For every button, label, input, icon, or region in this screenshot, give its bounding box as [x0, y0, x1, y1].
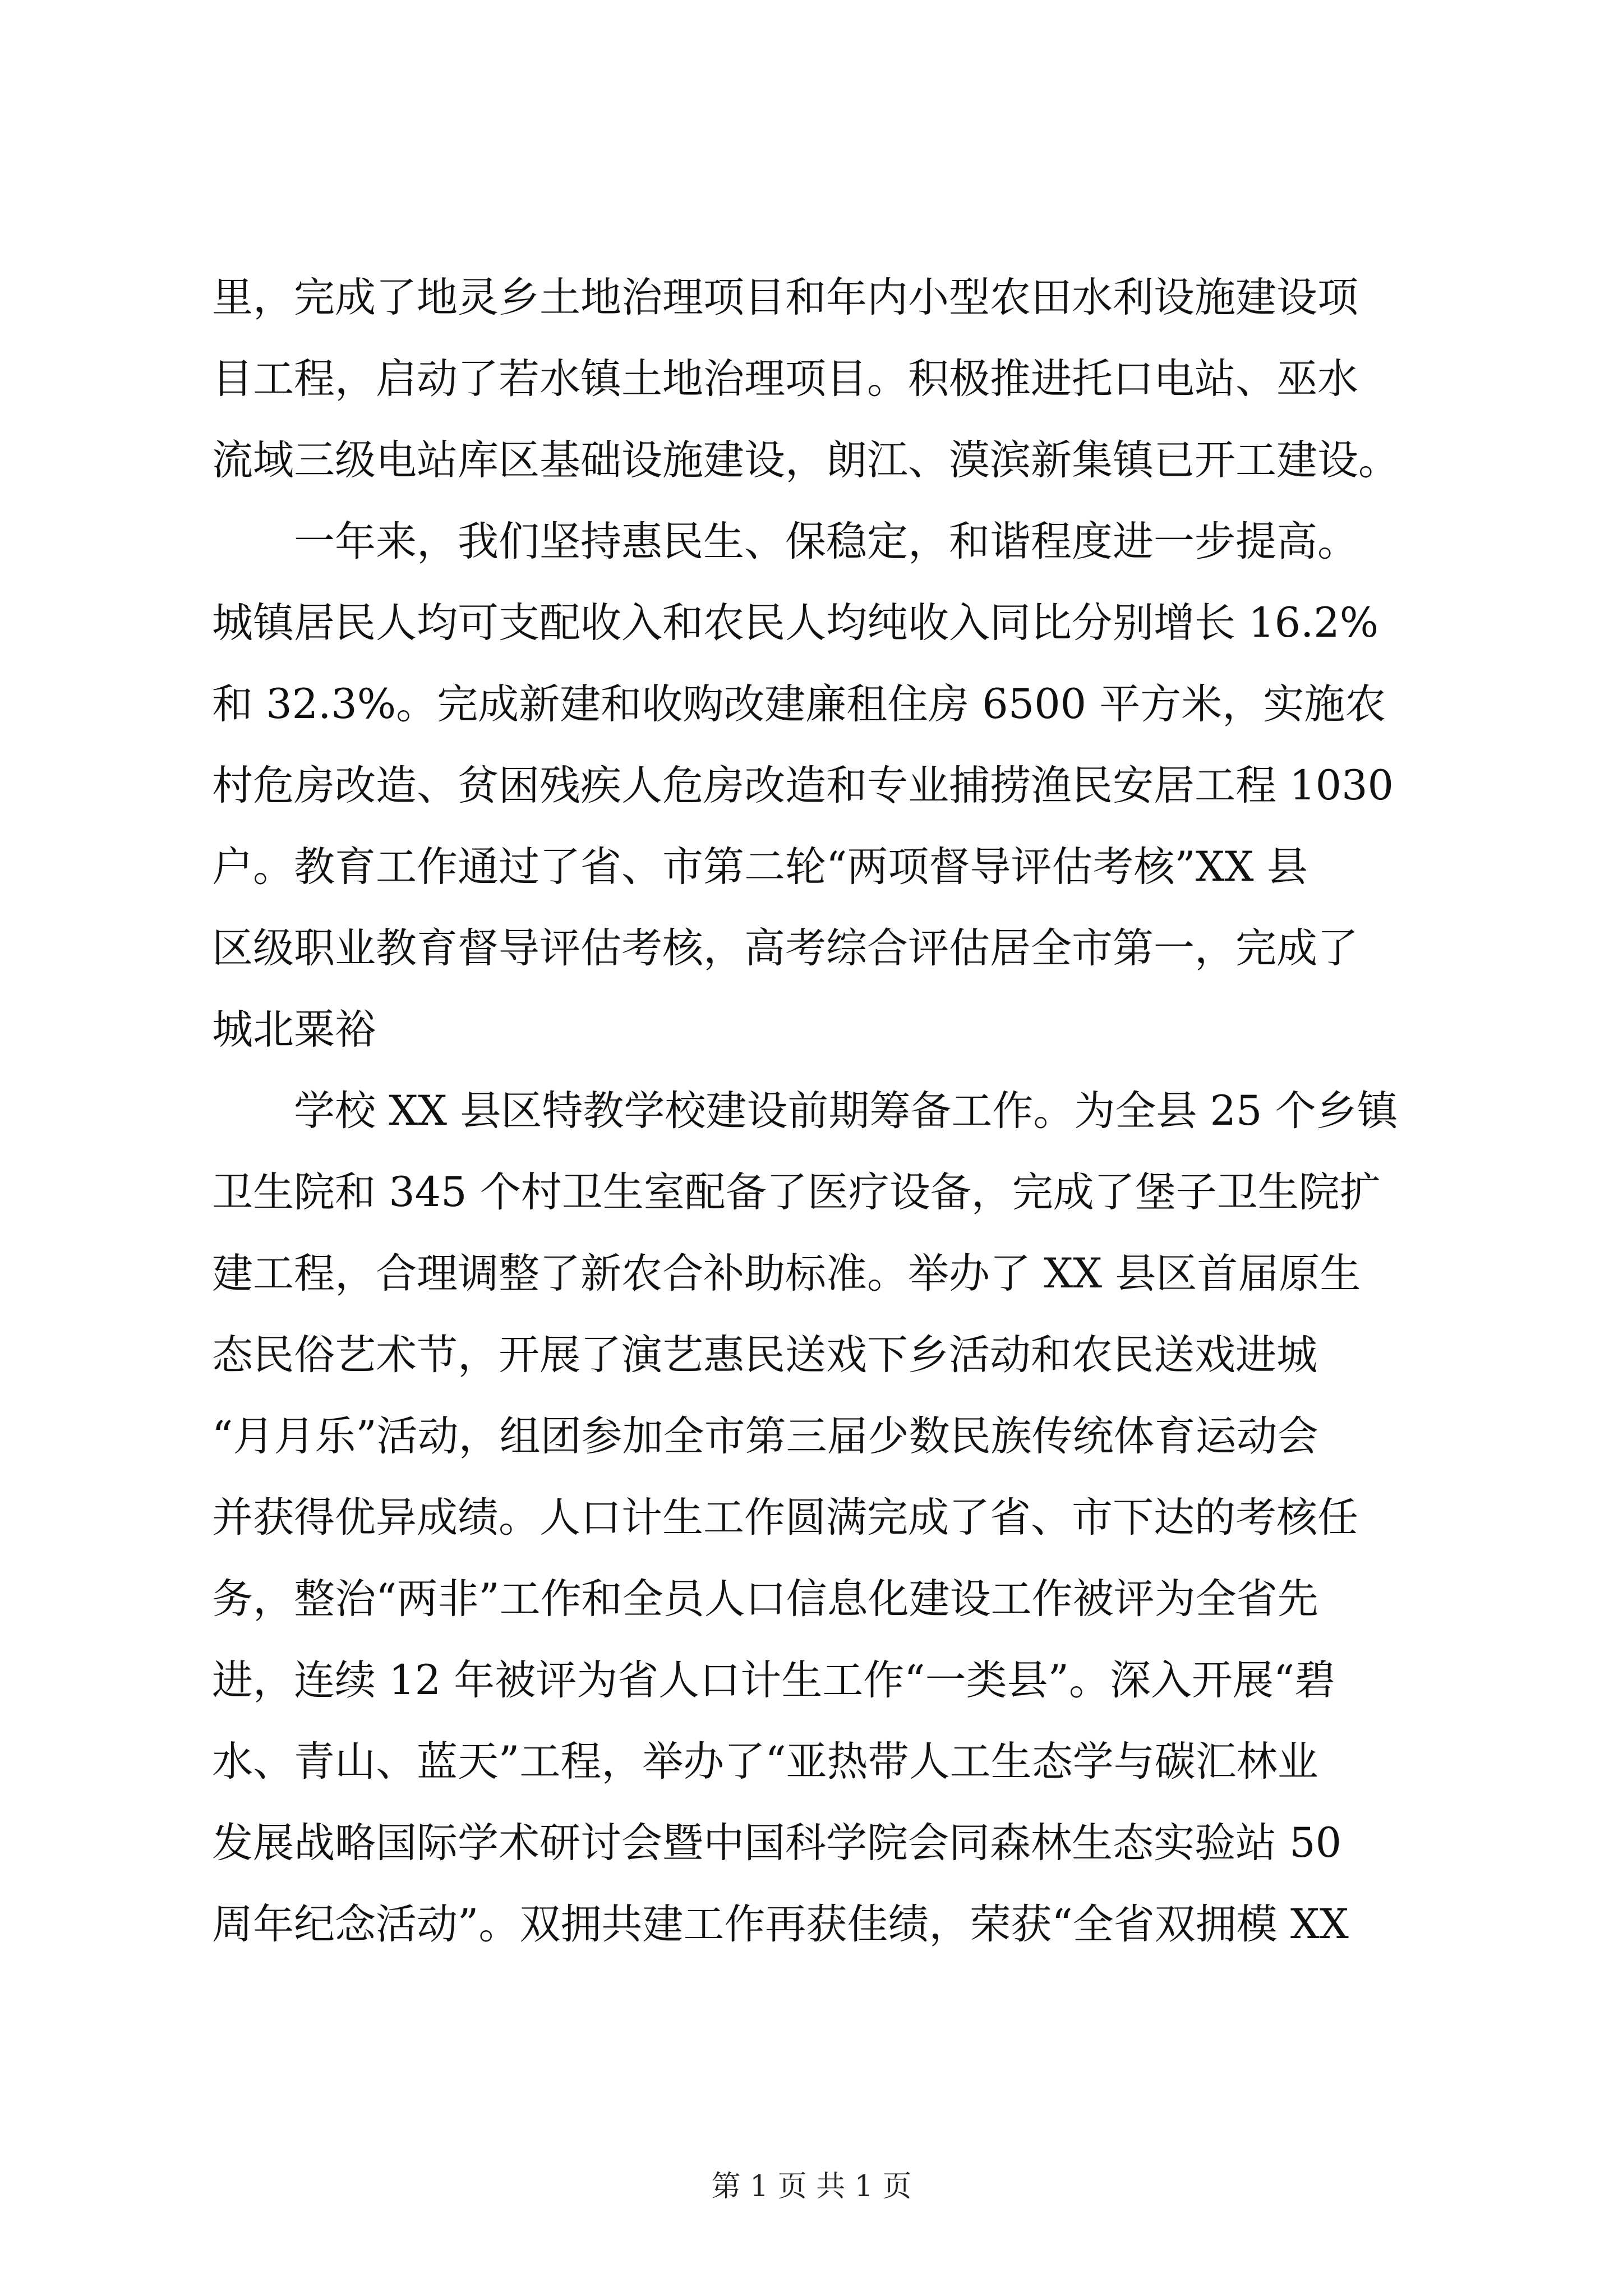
- text-line: 户。教育工作通过了省、市第二轮“两项督导评估考核”XX 县: [212, 843, 1308, 891]
- text-line: 流域三级电站库区基础设施建设，朗江、漠滨新集镇已开工建设。: [212, 436, 1399, 484]
- text-line: 务，整治“两非”工作和全员人口信息化建设工作被评为全省先: [212, 1575, 1318, 1623]
- text-line: 建工程，合理调整了新农合补助标准。举办了 XX 县区首届原生: [212, 1250, 1361, 1297]
- text-line: 水、青山、蓝天”工程，举办了“亚热带人工生态学与碳汇林业: [212, 1738, 1318, 1786]
- text-line: “月月乐”活动，组团参加全市第三届少数民族传统体育运动会: [212, 1412, 1318, 1460]
- document-body: [212, 257, 1412, 1965]
- text-line: 周年纪念活动”。双拥共建工作再获佳绩，荣获“全省双拥模 XX: [212, 1901, 1349, 1948]
- text-line: 卫生院和 345 个村卫生室配备了医疗设备，完成了堡子卫生院扩: [212, 1168, 1381, 1216]
- text-line: 城北粟裕: [212, 1006, 376, 1053]
- text-line: 态民俗艺术节，开展了演艺惠民送戏下乡活动和农民送戏进城: [212, 1331, 1317, 1379]
- text-line: 村危房改造、贫困残疾人危房改造和专业捕捞渔民安居工程 1030: [212, 762, 1394, 809]
- text-line: 里，完成了地灵乡土地治理项目和年内小型农田水利设施建设项: [212, 274, 1358, 321]
- text-line: 发展战略国际学术研讨会暨中国科学院会同森林生态实验站 50: [212, 1819, 1342, 1867]
- text-line: 一年来，我们坚持惠民生、保稳定，和谐程度进一步提高。: [212, 518, 1358, 565]
- text-line: 城镇居民人均可支配收入和农民人均纯收入同比分别增长 16.2%: [212, 599, 1379, 647]
- text-line: 区级职业教育督导评估考核，高考综合评估居全市第一，完成了: [212, 924, 1358, 972]
- text-line: 进，连续 12 年被评为省人口计生工作“一类县”。深入开展“碧: [212, 1657, 1336, 1704]
- text-line: 和 32.3%。完成新建和收购改建廉租住房 6500 平方米，实施农: [212, 680, 1386, 728]
- text-line: 并获得优异成绩。人口计生工作圆满完成了省、市下达的考核任: [212, 1494, 1358, 1542]
- text-line: 目工程，启动了若水镇土地治理项目。积极推进托口电站、巫水: [212, 355, 1358, 403]
- text-line: 学校 XX 县区特教学校建设前期筹备工作。为全县 25 个乡镇: [212, 1087, 1398, 1135]
- page-number-label: 第 1 页 共 1 页: [711, 2170, 912, 2203]
- page-footer: [0, 2170, 1623, 2203]
